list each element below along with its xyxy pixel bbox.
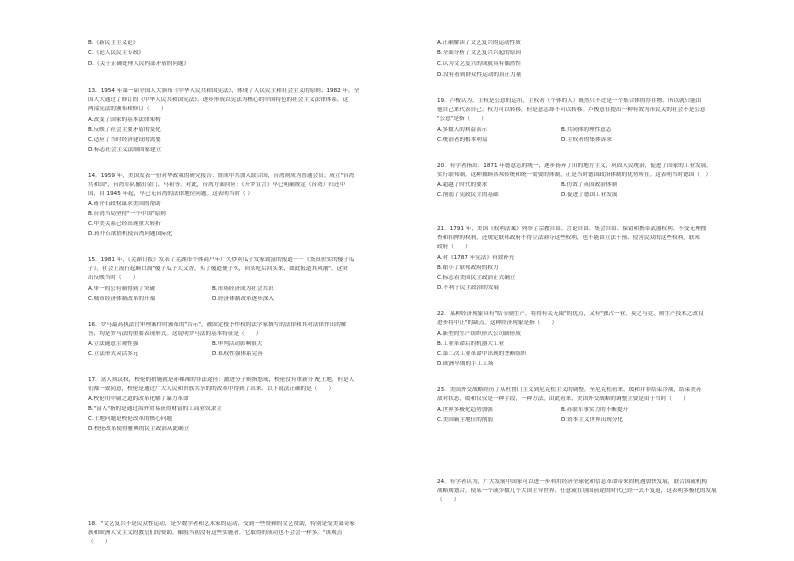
text-line: "公意"是指（ ） [437,116,487,122]
text-line: 15．1981 年，《芜湖日报》发表了芜湖市个体商户年广久炒卖瓜子发家致富的报道－－《货真价实的傻子瓜 [88,257,355,263]
text-line: D.主权者的集体诉求 [561,137,612,143]
text-line: C.削弱了宪政民主的基础 [437,192,499,198]
text-line: B.苏联军事实力的不断提升 [561,407,629,413]
text-line: B.工业革命后的机器大工业 [437,341,505,347]
text-line: B.仿效了英国政治体制 [561,182,617,188]
text-line: B.全面分析了文艺复兴兴起的原因 [437,50,521,56]
text-line: B.审判活动影响很大 [212,341,263,347]
text-line: 19．卢梭认为，主权是公意的运用，主权者（个体的人）既然只不过是一个集合体的存在物，所以就只能由 [437,98,702,104]
text-line: 共和国"，台湾军队撤出金门、马祖等。对此，台湾方面回应：《开罗宣言》早已明确规定（台湾）归还中 [88,182,346,188]
text-line: 国，自 1945 年起，早已无台湾的法律地位问题。这表明当时（ ） [88,191,254,197]
text-line: 14．1959 年，美国发表一份对华政策的研究报告：赞成中共加入联合国，台湾则成为普通会员；成立"台湾 [88,173,355,179]
text-line: B.台湾当局坚持"一个中国"原则 [88,211,166,217]
text-line: 20．有学者指出：1871 年德意志的统一，逐步扬弃了旧的地方主义，巩固人民统治，促进了国家的工业发展。 [437,163,712,169]
text-line: C.适应了当时经济建设的需要 [88,137,161,143]
text-line: C.认为文艺复兴的成就具有偶然性 [437,61,521,67]
text-line: 13．1954 年第一届全国人大颁布《中华人民共和国宪法》，体现了人民民主和社会主义的原则；1982 年，全 [88,88,360,94]
text-line: D.经济体制改革逐步深入 [212,296,275,302]
text-line: C.土地问题是校伦改革的核心问题 [88,416,172,422]
text-line: （ ） [88,539,111,545]
text-line: 他自己来代表自己；权力可以转移，但是意志却不可以转移。卢梭意在提出一种有效为市民关的社会不是公意 [437,107,706,113]
text-line: D.资本主义世界出现分化 [561,417,624,423]
text-line: 敌对状态，缓和仅仅是一种手段，一种方法，由此看来，美国外交战略的调整主要是由于当时（ ） [437,396,689,402]
text-line: 22．某种经济现象具有"结节制生产，将得有关无限"的优点，又有"独占一业，莫之与竞，则生产技术之改良 [437,311,704,317]
text-line: A.正确解读了文艺复兴的运动性质 [437,40,521,46]
text-line: 23．美国外交战略经历了从杜鲁门主义到尼克松主义的调整，至尼克松看来，缓和并非结束冷战，结束美苏 [437,387,702,393]
text-line: C.标志着美国民主政治正式确立 [437,275,516,281]
text-line: C.美国霸主地位的削弱 [437,417,494,423]
text-line: D.蒋介石欲借机使台湾问题国际化 [88,231,173,237]
text-line: D.私权性强体系完善 [212,351,263,357]
text-line: 答，均是罗马法的重要表现形式。这说明罗马法的基本特征是（ ） [88,331,262,337]
text-line: 17．富人执议权，校伦的措施就是赤裸裸的非法途径：激进分子则指怒戒，校伦没有重新分 配土地，但是人 [88,377,355,383]
text-line: D.标志社会主义法制国家建立 [88,147,162,153]
text-line: C.《论人民民主专政》 [88,50,145,56]
text-line: A.对《1787 年宪法》有效补充 [437,255,515,261]
text-line: 查和扣押的权利，还规定联邦政府不得立法剥夺这些权利，也不能由立法干预、侵害民众的这些权利，联邦 [437,235,700,241]
text-line: B.缩小了联邦政府的权力 [437,265,499,271]
text-line: 子》，社会上流行起顺口溜"傻子瓜子大又香，买了傻道便子买，回头吃后回头来，如此报道其风潮"。这突 [88,266,348,272]
text-line: （ ） [437,497,460,503]
text-line: 进步将中止"的缺点。这种经济现象是指（ ） [437,320,558,326]
text-line: 国人大通过了修订的《中华人民共和国宪法》，逐步形成以宪法为核心的中国特色的社会主义法律体系。这 [88,97,349,103]
text-line: B.《新民主主义论》 [88,40,139,46]
text-line: 实行联邦制，这种兼顾各邦传统和统一需要的体制，正是当时德国政治体制的优势所在。这表明当时德国（ ） [437,172,712,178]
text-line: A.新型的生产组织形式公司制形成 [437,331,521,337]
text-line: C.统治者的根本利益 [437,137,488,143]
text-line: C.中美关系已经出现重大转折 [88,221,161,227]
text-line: B.共同体的理性意志 [561,127,612,133]
text-line: C.第二次工业革命中出现的垄断组织 [437,351,527,357]
text-line: D.校伦改革使得雅典的民主政治从此确立 [88,426,190,432]
text-line: 24．有学者认为，广大发展中国家可以进一步利用经济全球化和信息革命带来的机遇加快发展，联合国或机构 [437,479,708,485]
text-line: 18．"文艺复兴不是民众性运动，是少数学者和艺术家的运动，受到一些赞赖的文艺赞助，特别是受美第奇家 [88,521,356,527]
text-line: 两部宪法的颁布和修订（ ） [88,106,167,112]
text-line: B."富人"指的是通过海外贸易获得财富的工商业奴隶主 [88,406,222,412]
text-line: A.超越了时代的要求 [437,182,488,188]
text-line: A.校伦用中庸之道的改革化解了暴力革命 [88,396,189,402]
text-line: 21．1791 年，美国《权利法案》列举了宗教自由、言论自由、集会自由、保留和携带武器权利、不受无理搜 [437,226,707,232]
text-line: 政府（ ） [437,244,471,250]
text-line: D.《关于正确处理人民内部矛盾的问题》 [88,61,190,67]
text-line: A.世界多极化趋势加强 [437,407,493,413]
text-line: C.城市经济体制改革的开端 [88,296,156,302]
text-line: 战略规划合，使某一个或少数几个大国主导世界、任意或在别国前途的时代已经一去不复返，这表明多极化的发展 [437,488,717,494]
text-line: 16．罗马最高执法官审理案件时颁布的"告示"，被固定授予作权的法学家撰写的法律和其对法律作出的解 [88,322,347,328]
text-line: A.立法随意主观性强 [88,341,139,347]
text-line: A.单一的公有制得到了突破 [88,286,156,292]
text-line: A.改变了国家的基本法律架构 [88,117,161,123]
text-line: C.立法形式灵活多元 [88,351,139,357]
text-line: D.不利于民主政治的发展 [437,285,500,291]
text-line: A.蒋介石政权谋求美国的帮助 [88,201,161,207]
text-line: D.欧洲早期的手工工场 [437,361,494,367]
text-line: D.促进了德国工业发展 [561,192,618,198]
text-line: B.反映了社会主要矛盾的变化 [88,127,161,133]
text-line: B.市场经济成为社会共识 [212,286,274,292]
text-line: A.多数人的利益表示 [437,127,488,133]
text-line: 们都一致同意，校伦是通过广大人民和贵族共享的的改革中得到了出来。以下说法正确的是（ ） [88,386,335,392]
text-line: 族和欧洲人文主义的教皇们的赞助。佩脱当初没有这些实施者，它取得的成功也不会会一样多。"该观点 [88,530,343,536]
text-line: D.没有看到群众性运动的真正力量 [437,72,522,78]
text-line: 出反映当时（ ） [88,275,139,281]
